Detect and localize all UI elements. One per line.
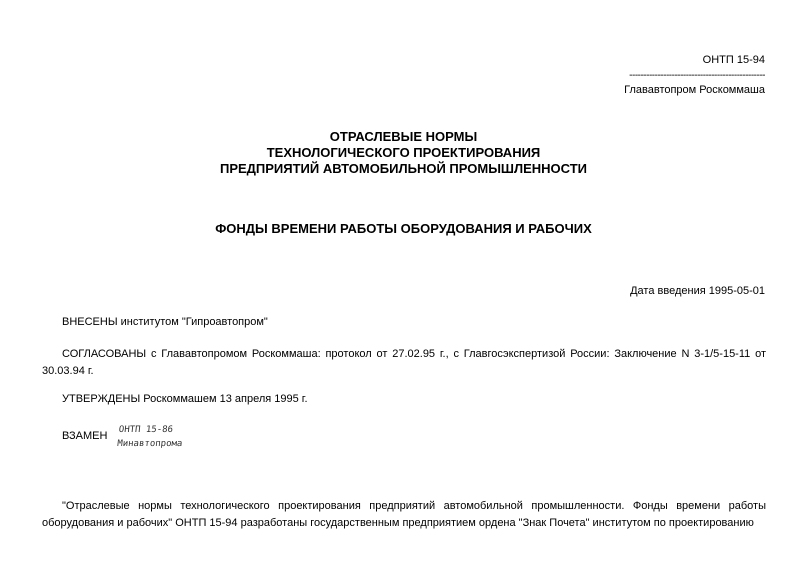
title-line-1: ОТРАСЛЕВЫЕ НОРМЫ xyxy=(329,129,478,144)
title-line-3: ПРЕДПРИЯТИЙ АВТОМОБИЛЬНОЙ ПРОМЫШЛЕННОСТИ xyxy=(219,161,588,176)
handwritten-replacement-note xyxy=(117,423,185,451)
introduction-date: Дата введения 1995-05-01 xyxy=(630,285,765,297)
agreed-paragraph: СОГЛАСОВАНЫ с Глававтопромом Роскоммаша: протокол от 27.02.95 г., с Главгосэкспертизой России: Заключение N 3-1/5-15-11 от 30.03.94 г. xyxy=(42,348,766,377)
replaces-label: ВЗАМЕН xyxy=(62,430,108,442)
header-divider: ------------------------------------------------ xyxy=(629,70,765,81)
document-code: ОНТП 15-94 xyxy=(702,54,765,66)
document-title xyxy=(0,129,807,177)
body-paragraph: "Отраслевые нормы технологического проектирования предприятий автомобильной промышленности. Фонды времени работы оборудования и рабочих" ОНТП 15-94 разработаны государственным предприятием ордена "Знак Почета" институтом по проектированию xyxy=(42,500,766,529)
introduced-by-paragraph: ВНЕСЕНЫ институтом "Гипроавтопром" xyxy=(62,316,268,328)
document-subtitle: ФОНДЫ ВРЕМЕНИ РАБОТЫ ОБОРУДОВАНИЯ И РАБОЧИХ xyxy=(215,221,592,236)
approved-paragraph: УТВЕРЖДЕНЫ Роскоммашем 13 апреля 1995 г. xyxy=(62,393,308,405)
replacement-note-line-1: ОНТП 15-86 xyxy=(118,425,174,435)
issuing-organization: Глававтопром Роскоммаша xyxy=(624,84,765,96)
title-line-2: ТЕХНОЛОГИЧЕСКОГО ПРОЕКТИРОВАНИЯ xyxy=(266,145,541,160)
replacement-note-line-2: Минавтопрома xyxy=(116,439,183,449)
